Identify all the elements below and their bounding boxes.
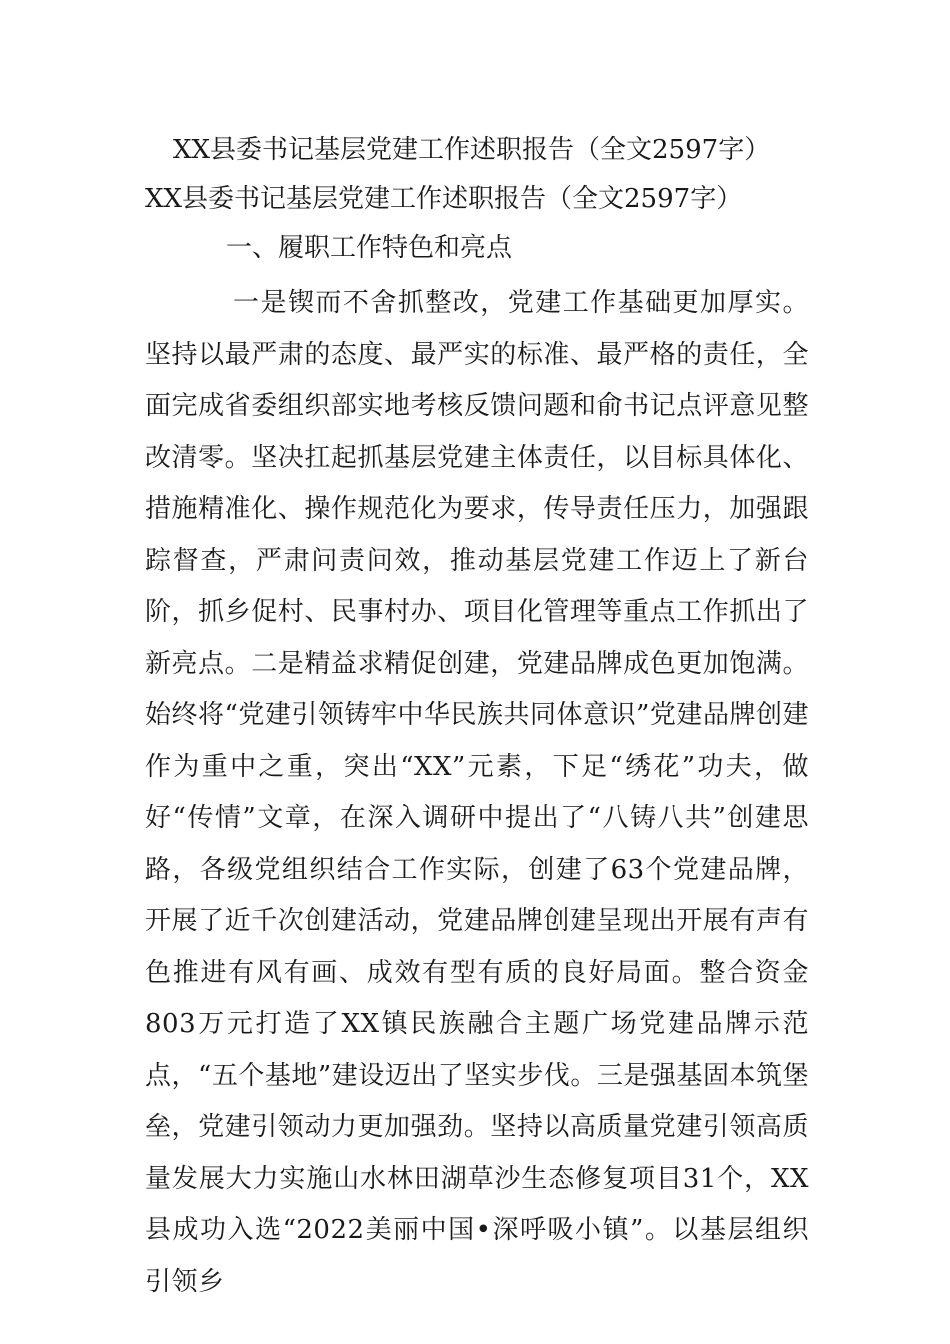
body-paragraph: 一是锲而不舍抓整改，党建工作基础更加厚实。坚持以最严肃的态度、最严实的标准、最严格的责任，全面完成省委组织部实地考核反馈问题和俞书记点评意见整改清零。坚决扛起抓基层党建主体责任，以目标具体化、措施精准化、操作规范化为要求，传导责任压力，加强跟踪督查，严肃问责问效，推动基层党建工作迈上了新台阶，抓乡促村、民事村办、项目化管理等重点工作抓出了新亮点。二是精益求精促创建，党建品牌成色更加饱满。始终将“党建引领铸牢中华民族共同体意识”党建品牌创建作为重中之重，突出“XX”元素，下足“绣花”功夫，做好“传情”文章，在深入调研中提出了“八铸八共”创建思路，各级党组织结合工作实际，创建了63个党建品牌，开展了近千次创建活动，党建品牌创建呈现出开展有声有色推进有风有画、成效有型有质的良好局面。整合资金803万元打造了XX镇民族融合主题广场党建品牌示范点，“五个基地”建设迈出了坚实步伐。三是强基固本筑堡垒，党建引领动力更加强劲。坚持以高质量党建引领高质量发展大力实施山水林田湖草沙生态修复项目31个，XX县成功入选“2022美丽中国•深呼吸小镇”。以基层组织引领乡 xyxy=(145,288,809,1297)
document-title: XX县委书记基层党建工作述职报告（全文2597字） xyxy=(173,135,771,165)
document-subtitle: XX县委书记基层党建工作述职报告（全文2597字） xyxy=(145,184,743,214)
section-heading: 一、履职工作特色和亮点 xyxy=(226,233,513,263)
